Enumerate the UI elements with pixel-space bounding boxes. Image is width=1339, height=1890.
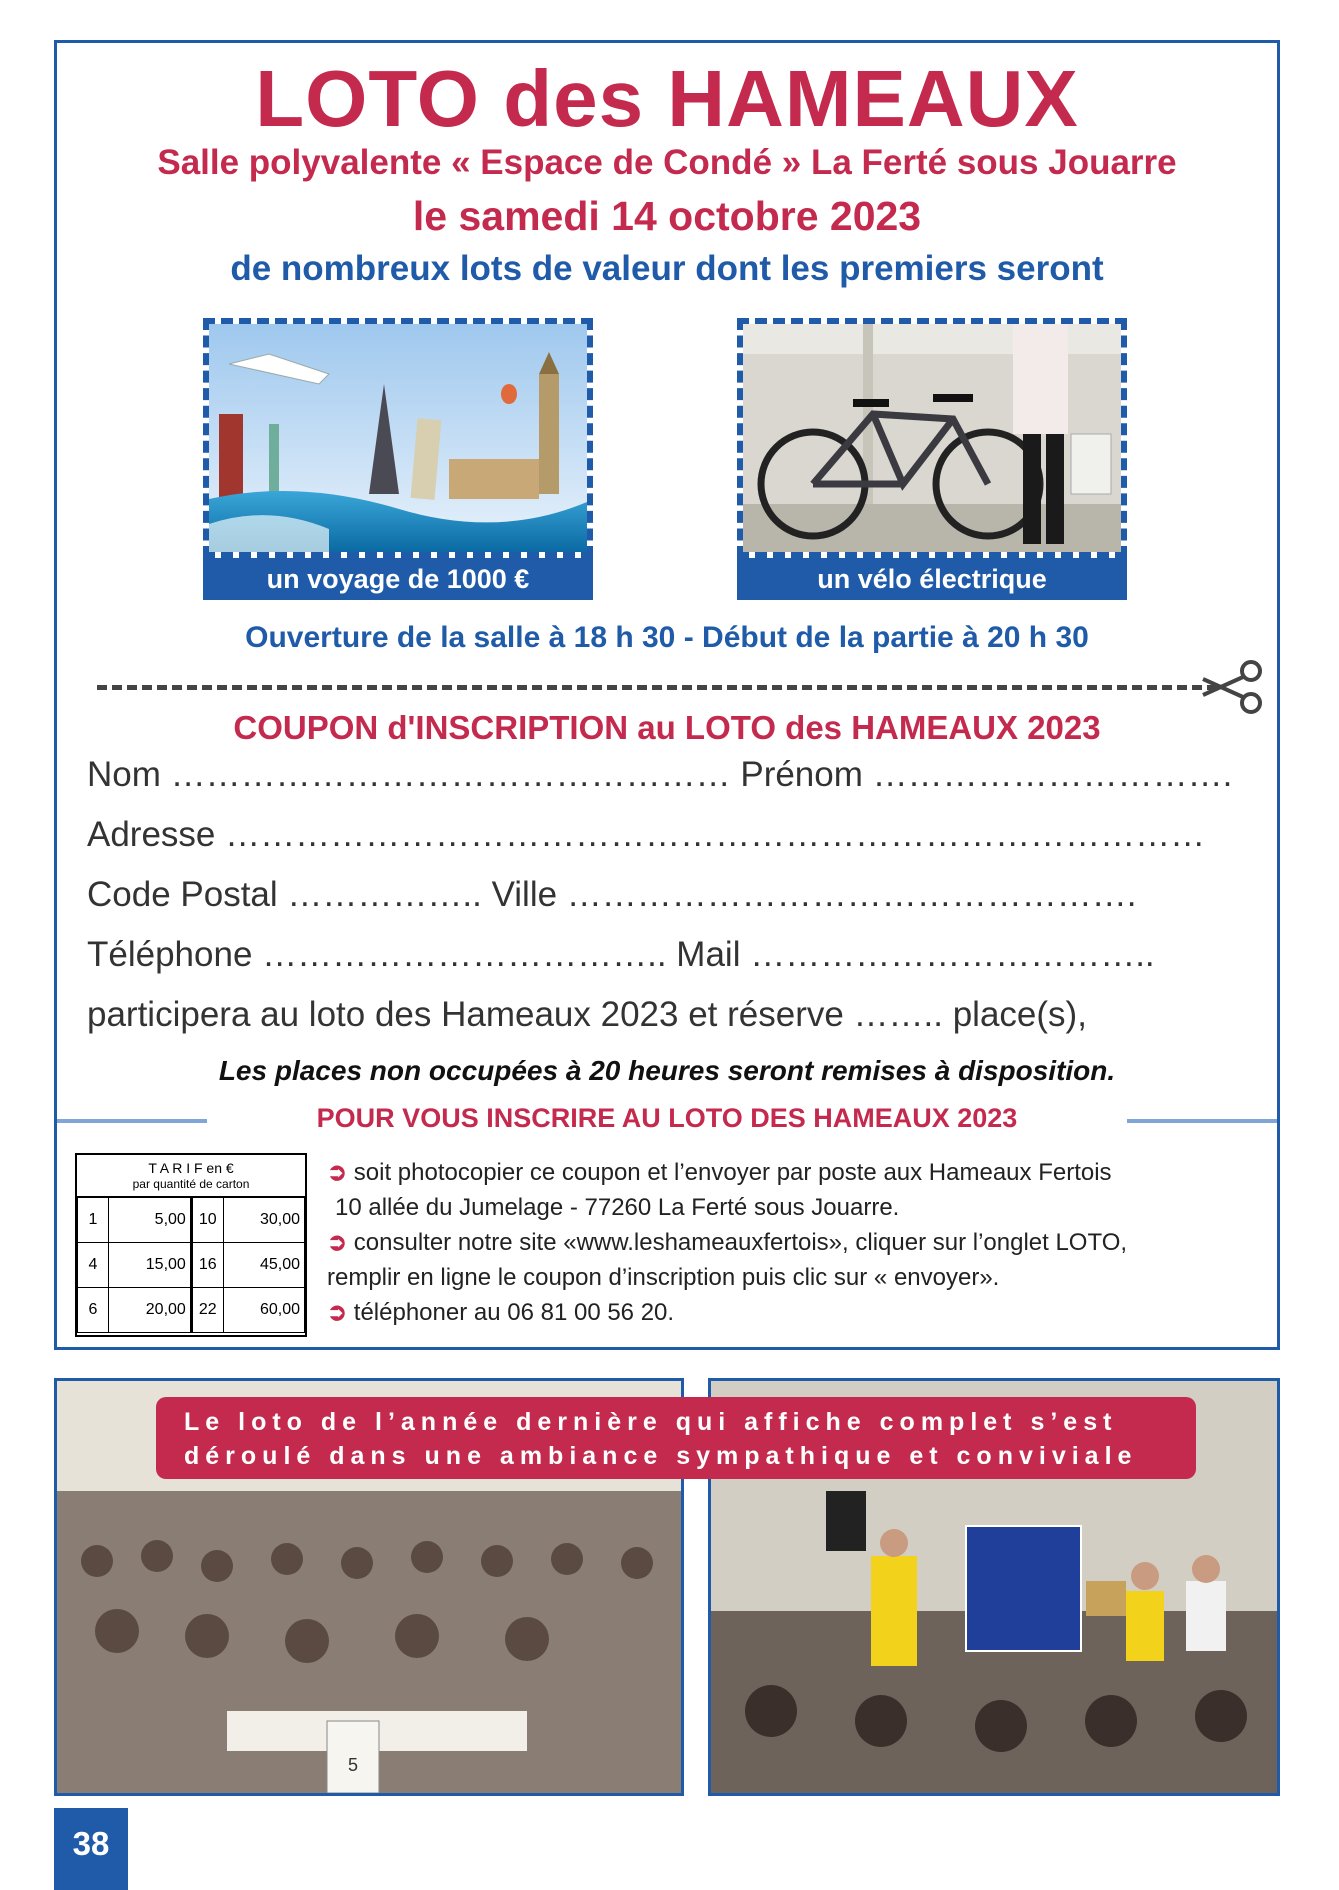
field-code-postal-ville: Code Postal …………….. Ville …………………………………………. (87, 875, 1137, 914)
arrow-icon: ➲ (327, 1159, 348, 1186)
banner-line-1: Le loto de l’année dernière qui affiche complet s’est (184, 1408, 1118, 1436)
instruction-text: remplir en ligne le coupon d’inscription puis clic sur « envoyer». (327, 1264, 1000, 1291)
instruction-text: téléphoner au 06 81 00 56 20. (353, 1299, 675, 1326)
opening-hours: Ouverture de la salle à 18 h 30 - Début de la partie à 20 h 30 (245, 621, 1089, 654)
tarif-grid (77, 1197, 305, 1333)
instruction-item (327, 1155, 1277, 1190)
tarif-qty: 6 (78, 1288, 109, 1333)
field-telephone-mail: Téléphone …………………………….. Mail …………………………….. (87, 935, 1155, 974)
tarif-header (77, 1155, 305, 1197)
tarif-price: 30,00 (223, 1198, 304, 1243)
arrow-icon: ➲ (327, 1229, 348, 1256)
instruction-item (327, 1295, 1277, 1330)
arrow-icon: ➲ (327, 1299, 348, 1326)
bike-prize-image (737, 318, 1127, 558)
event-frame (54, 40, 1280, 1350)
seating-notice: Les places non occupées à 20 heures seront remises à disposition. (218, 1055, 1116, 1086)
tarif-qty: 4 (78, 1243, 109, 1288)
table-row (78, 1243, 305, 1288)
tarif-price: 60,00 (223, 1288, 304, 1333)
date-line: le samedi 14 octobre 2023 (412, 193, 922, 239)
scissors-icon (1199, 657, 1269, 717)
page-number: 38 (54, 1808, 128, 1890)
field-name-prenom: Nom ………………………………………… Prénom …………………………. (87, 755, 1233, 794)
instruction-item (327, 1225, 1277, 1260)
bike-photo-illustration (743, 324, 1121, 552)
registration-title: POUR VOUS INSCRIRE AU LOTO DES HAMEAUX 2023 (316, 1103, 1018, 1133)
field-places: participera au loto des Hameaux 2023 et réserve …….. place(s), (87, 995, 1087, 1034)
prizes-intro: de nombreux lots de valeur dont les premiers seront (230, 249, 1104, 288)
registration-instructions (327, 1155, 1277, 1330)
table-number-sign: 5 (347, 1755, 359, 1775)
travel-prize-caption: un voyage de 1000 € (203, 558, 593, 600)
table-row (78, 1198, 305, 1243)
tarif-price: 15,00 (109, 1243, 192, 1288)
instruction-item (327, 1260, 1277, 1295)
travel-prize-image (203, 318, 593, 558)
page-title: LOTO des HAMEAUX (255, 54, 1079, 143)
last-year-banner (156, 1397, 1196, 1479)
tarif-qty: 1 (78, 1198, 109, 1243)
field-adresse: Adresse ………………………………………………………………………… (87, 815, 1206, 854)
tarif-price: 20,00 (109, 1288, 192, 1333)
bike-prize-caption: un vélo électrique (737, 558, 1127, 600)
tarif-qty: 10 (191, 1198, 223, 1243)
banner-line-2: déroulé dans une ambiance sympathique et conviviale (184, 1442, 1138, 1470)
instruction-text: 10 allée du Jumelage - 77260 La Ferté sous Jouarre. (335, 1194, 900, 1221)
tarif-header-title: T A R I F en € (148, 1160, 234, 1176)
instruction-item (327, 1190, 1277, 1225)
table-row (78, 1288, 305, 1333)
tarif-price: 5,00 (109, 1198, 192, 1243)
cut-line (97, 685, 1217, 690)
instruction-text: soit photocopier ce coupon et l’envoyer par poste aux Hameaux Fertois (353, 1159, 1112, 1186)
instruction-text: consulter notre site «www.leshameauxfertois», cliquer sur l’onglet LOTO, (353, 1229, 1128, 1256)
venue-line: Salle polyvalente « Espace de Condé » La Ferté sous Jouarre (157, 143, 1177, 182)
coupon-title: COUPON d'INSCRIPTION au LOTO des HAMEAUX 2023 (233, 709, 1101, 746)
travel-collage-illustration (209, 324, 587, 552)
tarif-qty: 22 (191, 1288, 223, 1333)
tarif-header-sub: par quantité de carton (132, 1177, 250, 1191)
tarif-qty: 16 (191, 1243, 223, 1288)
tarif-price: 45,00 (223, 1243, 304, 1288)
tarif-table (75, 1153, 307, 1337)
